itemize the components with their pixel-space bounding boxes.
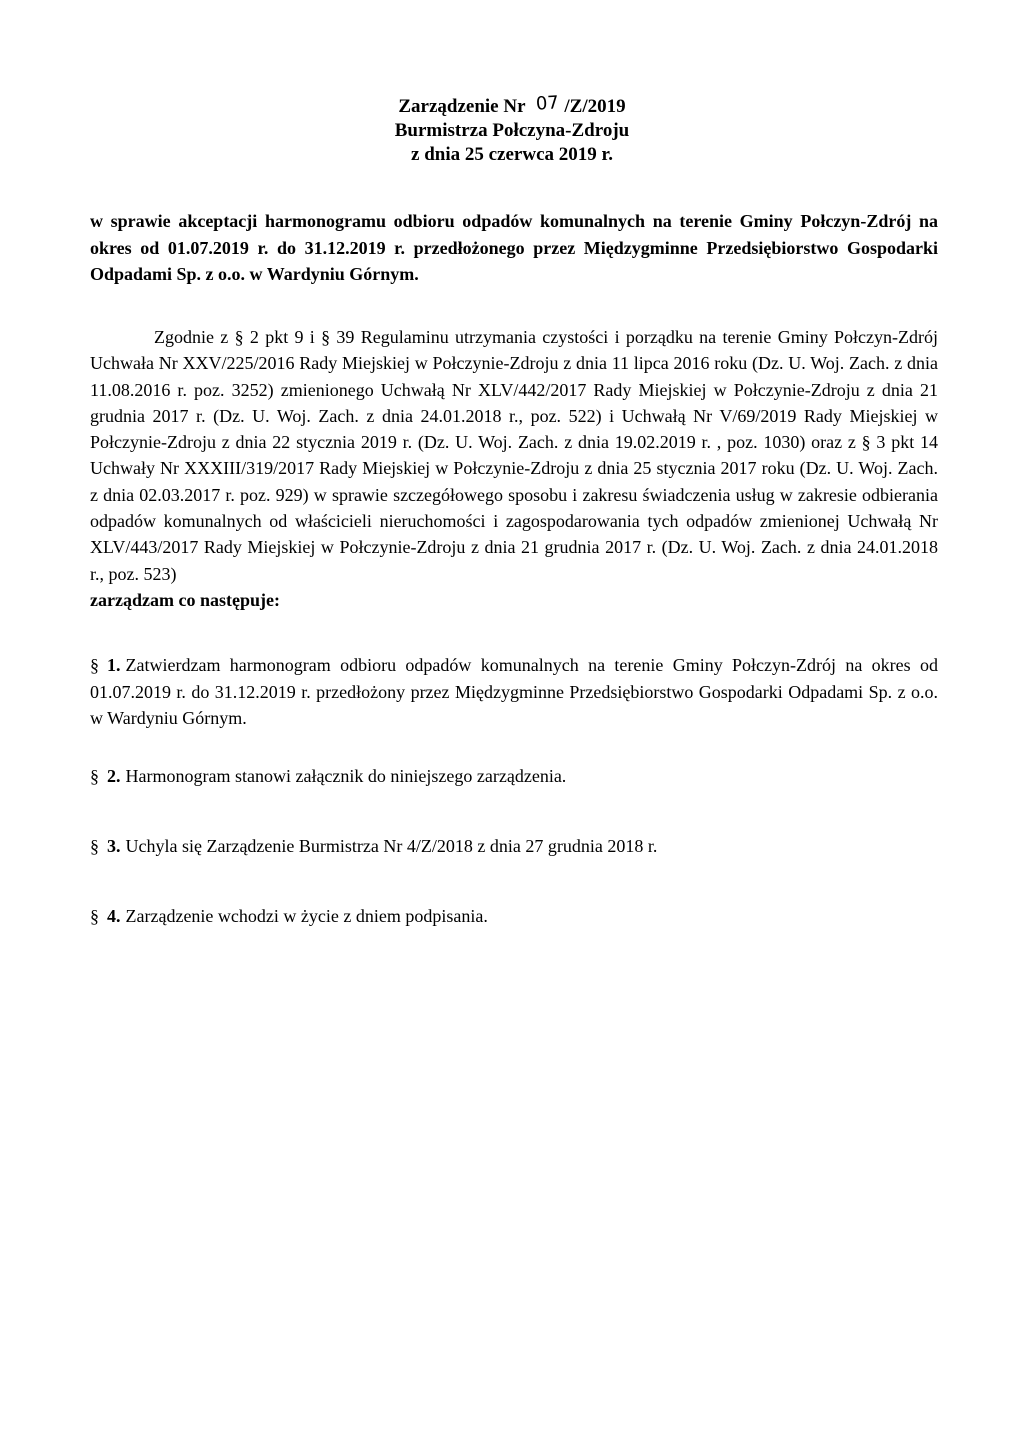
title-prefix: Zarządzenie Nr [398, 96, 526, 117]
section-3 [90, 833, 938, 860]
section-number: 4. [107, 906, 121, 926]
issuer-line: Burmistrza Połczyna-Zdroju [394, 120, 630, 141]
section-text: Zarządzenie wchodzi w życie z dniem podpisania. [125, 906, 488, 926]
section-number: 1. [107, 655, 121, 675]
legal-basis-text: Zgodnie z § 2 pkt 9 i § 39 Regulaminu utrzymania czystości i porządku na terenie Gminy Połczyn-Zdrój Uchwała Nr XXV/225/2016 Rady Miejskiej w Połczynie-Zdroju z dnia 11 lipca 2016 roku (Dz. U. Woj. Zach. z dnia 11.08.2016 r. poz. 3252) zmienionego Uchwałą Nr XLV/442/2017 Rady Miejskiej w Połczynie-Zdroju z dnia 21 grudnia 2017 r. (Dz. U. Woj. Zach. z dnia 24.01.2018 r., poz. 522) i Uchwałą Nr V/69/2019 Rady Miejskiej w Połczynie-Zdroju z dnia 22 stycznia 2019 r. (Dz. U. Woj. Zach. z dnia 19.02.2019 r. , poz. 1030) oraz z § 3 pkt 14 Uchwały Nr XXXIII/319/2017 Rady Miejskiej w Połczynie-Zdroju z dnia 25 stycznia 2017 roku (Dz. U. Woj. Zach. z dnia 02.03.2017 r. poz. 929) w sprawie szczegółowego sposobu i zakresu świadczenia usług w zakresie odbierania odpadów komunalnych od właścicieli nieruchomości i zagospodarowania tych odpadów zmienionej Uchwałą Nr XLV/443/2017 Rady Miejskiej w Połczynie-Zdroju z dnia 21 grudnia 2017 r. (Dz. U. Woj. Zach. z dnia 24.01.2018 r., poz. 523) [90, 327, 938, 584]
section-text: Zatwierdzam harmonogram odbioru odpadów komunalnych na terenie Gminy Połczyn-Zdrój na okres od 01.07.2019 r. do 31.12.2019 r. przedłożony przez Międzygminne Przedsiębiorstwo Gospodarki Odpadami Sp. z o.o. w Wardyniu Górnym. [90, 655, 938, 728]
title-suffix: /Z/2019 [564, 96, 626, 117]
handwritten-number: 07 [534, 92, 560, 115]
legal-basis-paragraph [90, 324, 938, 613]
section-1 [90, 652, 938, 732]
document-title [0, 92, 1024, 119]
document-header [0, 92, 1024, 167]
section-text: Harmonogram stanowi załącznik do niniejszego zarządzenia. [125, 766, 567, 786]
section-sign-icon: § [90, 655, 99, 675]
section-number: 3. [107, 836, 121, 856]
section-2 [90, 763, 938, 790]
section-text: Uchyla się Zarządzenie Burmistrza Nr 4/Z/2018 z dnia 27 grudnia 2018 r. [125, 836, 658, 856]
section-number: 2. [107, 766, 121, 786]
closing-phrase: zarządzam co następuje: [90, 589, 280, 610]
date-line: z dnia 25 czerwca 2019 r. [411, 144, 613, 165]
section-sign-icon: § [90, 766, 99, 786]
section-sign-icon: § [90, 906, 99, 926]
subject-paragraph: w sprawie akceptacji harmonogramu odbioru odpadów komunalnych na terenie Gminy Połczyn-Zdrój na okres od 01.07.2019 r. do 31.12.2019 r. przedłożonego przez Międzygminne Przedsiębiorstwo Gospodarki Odpadami Sp. z o.o. w Wardyniu Górnym. [90, 211, 938, 284]
section-sign-icon: § [90, 836, 99, 856]
section-4 [90, 903, 938, 930]
